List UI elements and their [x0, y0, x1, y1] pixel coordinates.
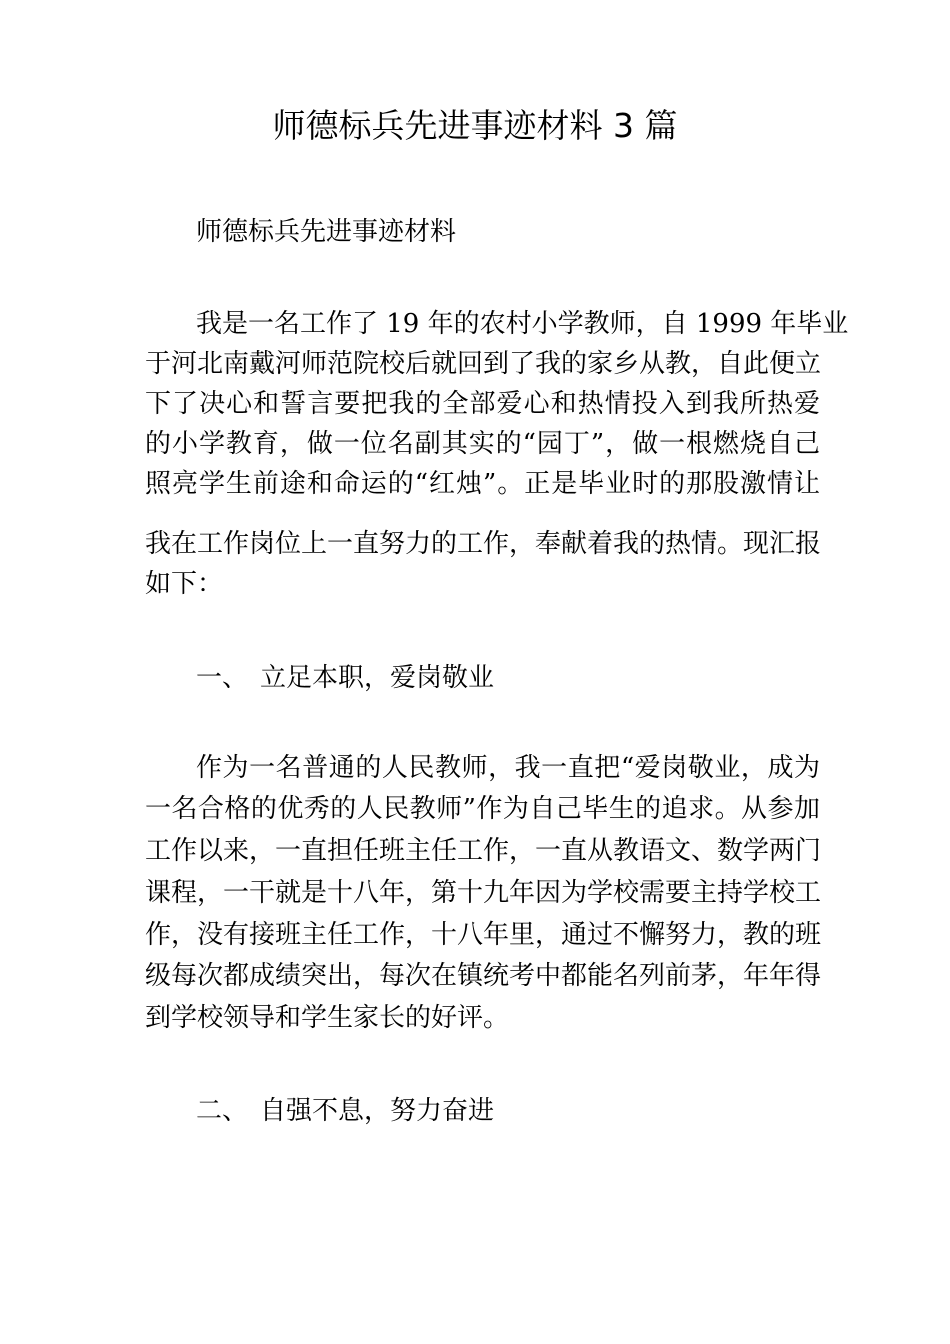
paragraph-line: 工作以来，一直担任班主任工作，一直从教语文、数学两门: [145, 836, 822, 866]
paragraph-line: 下了决心和誓言要把我的全部爱心和热情投入到我所热爱: [145, 389, 820, 419]
paragraph-line: 的小学教育，做一位名副其实的“园丁”，做一根燃烧自己: [145, 429, 820, 459]
section-number: 一、: [196, 663, 249, 693]
paragraph-line: 课程，一干就是十八年，第十九年因为学校需要主持学校工: [145, 878, 822, 908]
section-heading-text: 自强不息，努力奋进: [260, 1096, 495, 1126]
paragraph-line: 于河北南戴河师范院校后就回到了我的家乡从教，自此便立: [145, 349, 822, 379]
paragraph-line: 一名合格的优秀的人民教师”作为自己毕生的追求。从参加: [145, 794, 820, 824]
document-title: 师德标兵先进事迹材料 3 篇: [272, 106, 678, 145]
paragraph-line: 级每次都成绩突出，每次在镇统考中都能名列前茅，年年得: [145, 961, 822, 991]
section-heading-text: 立足本职，爱岗敬业: [260, 663, 495, 693]
paragraph-line: 作，没有接班主任工作，十八年里，通过不懈努力，教的班: [145, 920, 822, 950]
paragraph-line: 我是一名工作了 19 年的农村小学教师，自 1999 年毕业: [196, 309, 849, 339]
section-heading-1: [196, 660, 494, 696]
paragraph-line: 我在工作岗位上一直努力的工作，奉献着我的热情。现汇报: [145, 529, 822, 559]
section-number: 二、: [196, 1096, 249, 1126]
paragraph-line: 作为一名普通的人民教师，我一直把“爱岗敬业，成为: [196, 753, 820, 783]
paragraph-line: 到学校领导和学生家长的好评。: [145, 1003, 510, 1033]
paragraph-line: 如下：: [145, 569, 224, 599]
paragraph-line: 照亮学生前途和命运的“红烛”。正是毕业时的那股激情让: [145, 469, 820, 499]
document-subtitle: 师德标兵先进事迹材料: [196, 217, 457, 247]
section-heading-2: [196, 1093, 494, 1129]
